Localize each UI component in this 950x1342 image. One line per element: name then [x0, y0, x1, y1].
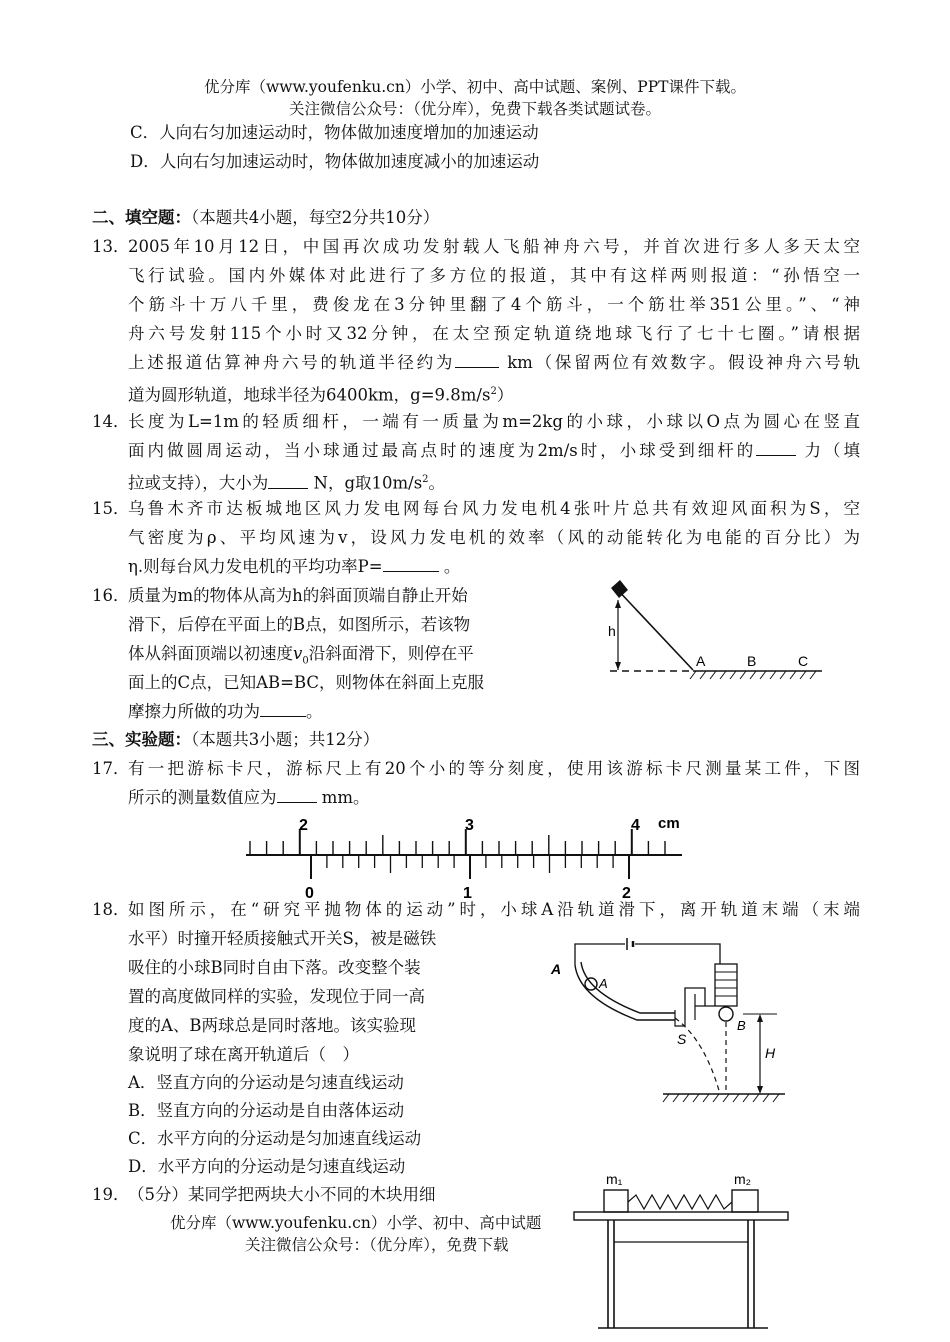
q15-line-3: [128, 552, 460, 581]
q16-line-1: 质量为m的物体从高为h的斜面顶端自静止开始: [128, 586, 468, 605]
q19-spring-blocks-figure: [568, 1168, 800, 1342]
switch-contact: [675, 1010, 685, 1026]
q15-line-3-b: 。: [443, 557, 461, 576]
fig19-label-m2: m₂: [734, 1171, 752, 1187]
q18-line-3: 吸住的小球B同时自由下落。改变整个装: [128, 958, 421, 977]
q17-line-2: [128, 783, 370, 812]
q13-line-4: 舟六号发射115个小时又32分钟，在太空预定轨道绕地球飞行了七十七圈。”请根据: [128, 324, 860, 343]
q16-line-2: 滑下，后停在平面上的B点，如图所示，若该物: [128, 615, 471, 634]
q15-power-blank[interactable]: [383, 555, 439, 572]
vernier-label-1: 1: [463, 885, 472, 902]
q18-projectile-apparatus-figure: [545, 930, 795, 1105]
q15-line-1: 乌鲁木齐市达板城地区风力发电网每台风力发电机4张叶片总共有效迎风面积为S，空: [128, 499, 860, 518]
q18-line-5: 度的A、B两球总是同时落地。该实验现: [128, 1016, 417, 1035]
q13-line-6-b: ）: [496, 385, 514, 405]
main-label-3: 3: [465, 817, 474, 834]
main-label-2: 2: [299, 817, 308, 834]
header-line-2: 关注微信公众号：（优分库），免费下载各类试题试卷。: [288, 100, 661, 118]
q19-line-1: （5分）某同学把两块大小不同的木块用细: [128, 1185, 436, 1204]
section-3-note: （本题共3小题；共12分）: [191, 730, 380, 749]
height-arrow-up: [615, 600, 621, 608]
circuit-wire-left: [575, 944, 625, 965]
ground-hatch: [690, 671, 816, 679]
q17-answer-blank[interactable]: [277, 786, 317, 803]
q13-line-6-a: 道为圆形轨道，地球半径为6400km，g=9.8m/s: [128, 385, 491, 405]
q16-line-5-a: 摩擦力所做的功为: [128, 702, 260, 721]
q13-line-5-a: 上述报道估算神舟六号的轨道半径约为: [128, 353, 456, 372]
q18-number: 18．: [92, 900, 130, 919]
fig16-label-h: h: [608, 623, 616, 639]
q15-number: 15．: [92, 499, 130, 518]
section-3-title: 三、实验题：: [92, 730, 191, 749]
option-d: D．人向右匀加速运动时，物体做加速度减小的加速运动: [130, 152, 540, 171]
q17-line-2-a: 所示的测量数值应为: [128, 788, 277, 807]
vernier-label-0: 0: [305, 885, 314, 902]
section-2-heading: [92, 203, 439, 232]
fig16-label-a: A: [696, 653, 706, 669]
q18-line-6: 象说明了球在离开轨道后（ ）: [128, 1045, 359, 1064]
q17-vernier-caliper-figure: [240, 812, 690, 904]
spring: [628, 1195, 732, 1209]
q13-line-2: 飞行试验。国内外媒体对此进行了多方位的报道，其中有这样两则报道：“孙悟空一: [128, 266, 860, 285]
q17-line-1: 有一把游标卡尺，游标尺上有20个小的等分刻度，使用该游标卡尺测量某工件，下图: [128, 759, 860, 778]
q16-line-5: [128, 697, 323, 726]
q18-option-b[interactable]: B．竖直方向的分运动是自由落体运动: [128, 1101, 405, 1120]
q14-line-2-a: 面内做圆周运动，当小球通过最高点时的速度为2m/s时，小球受到细杆的: [128, 441, 757, 460]
q19-number: 19．: [92, 1185, 130, 1204]
q14-number: 14．: [92, 412, 130, 431]
q16-line-4: 面上的C点，已知AB=BC，则物体在斜面上克服: [128, 673, 485, 692]
q14-line-3-c: 。: [428, 473, 446, 493]
ball-b: [719, 1007, 733, 1021]
height-arrow-down: [615, 662, 621, 670]
q14-line-3-b: N，g取10m/s: [313, 473, 423, 493]
q13-line-6: [128, 377, 513, 410]
incline-slope: [614, 586, 693, 670]
fig16-label-b: B: [747, 653, 757, 669]
q18-line-4: 置的高度做同样的实验，发现位于同一高: [128, 987, 425, 1006]
track-outer: [575, 965, 675, 1020]
fig18-label-a-ball: A: [599, 976, 608, 991]
vernier-label-2: 2: [622, 885, 631, 902]
floor-hatch: [663, 1094, 779, 1102]
q15-line-2: 气密度为ρ、平均风速为v，设风力发电机的效率（风的动能转化为电能的百分比）为: [128, 528, 860, 547]
q18-option-a[interactable]: A．竖直方向的分运动是匀速直线运动: [128, 1073, 404, 1092]
sliding-block: [611, 580, 628, 598]
header-line-1: 优分库（www.youfenku.cn）小学、初中、高中试题、案例、PPT课件下载。: [203, 78, 747, 96]
q18-option-c[interactable]: C．水平方向的分运动是匀加速直线运动: [128, 1129, 422, 1148]
main-label-4: 4: [631, 817, 640, 834]
q18-line-1: 如图所示，在“研究平抛物体的运动”时，小球A沿轨道滑下，离开轨道末端（末端: [128, 900, 860, 919]
main-scale: [250, 829, 665, 855]
q14-force-blank[interactable]: [756, 439, 796, 456]
fig18-label-a-outer: A: [551, 961, 562, 977]
vernier-scale: [311, 855, 629, 879]
fig18-label-h: H: [765, 1045, 776, 1061]
q14-line-2: [128, 436, 860, 465]
q18-line-2: 水平）时撞开轻质接触式开关S，被是磁铁: [128, 929, 437, 948]
h-arrow-down: [757, 1086, 763, 1094]
q14-magnitude-blank[interactable]: [268, 472, 308, 489]
q13-answer-blank[interactable]: [455, 351, 499, 368]
q16-line-3-b: 沿斜面滑下，则停在平: [308, 644, 474, 663]
q14-line-3-sup: 2: [422, 474, 429, 485]
q17-number: 17．: [92, 759, 130, 778]
footer-line-2: 关注微信公众号：（优分库），免费下载: [245, 1236, 509, 1254]
q16-v-sub: 0: [302, 655, 309, 667]
q13-line-6-sup: 2: [490, 386, 497, 397]
block-m1: [604, 1190, 628, 1212]
fig18-label-b: B: [737, 1018, 746, 1033]
q13-line-5: [128, 348, 860, 377]
option-c: C．人向右匀加速运动时，物体做加速度增加的加速运动: [130, 123, 539, 142]
fig18-label-s: S: [677, 1031, 687, 1047]
q16-line-3-a: 体从斜面顶端以初速度: [128, 644, 293, 663]
h-arrow-up: [757, 1014, 763, 1022]
fig19-label-m1: m₁: [606, 1171, 623, 1187]
section-2-title: 二、填空题：: [92, 208, 191, 227]
q16-v: v: [293, 644, 303, 663]
section-3-heading: [92, 725, 379, 754]
q14-line-2-b: 力（填: [804, 441, 861, 460]
q14-line-3-a: 拉或支持），大小为: [128, 473, 269, 493]
table-top: [574, 1212, 788, 1220]
q18-option-d[interactable]: D．水平方向的分运动是匀速直线运动: [128, 1157, 406, 1176]
q14-line-3: [128, 465, 445, 498]
q16-incline-figure: [600, 578, 830, 688]
footer-line-1: 优分库（www.youfenku.cn）小学、初中、高中试题: [170, 1214, 542, 1232]
q14-line-1: 长度为L=1m的轻质细杆，一端有一质量为m=2kg的小球，小球以O点为圆心在竖直: [128, 412, 860, 431]
projectile-path: [675, 1018, 720, 1094]
q17-line-2-b: mm。: [321, 788, 370, 807]
electromagnet: [715, 964, 737, 1006]
q16-line-5-b: 。: [306, 702, 323, 721]
q16-work-blank[interactable]: [260, 700, 306, 717]
q15-line-3-a: η.则每台风力发电机的平均功率P=: [128, 557, 383, 576]
q13-line-1: 2005年10月12日，中国再次成功发射载人飞船神舟六号，并首次进行多人多天太空: [128, 237, 860, 256]
q13-line-3: 个筋斗十万八千里，费俊龙在3分钟里翻了4个筋斗，一个筋壮举351公里。”、“神: [128, 295, 860, 314]
q13-line-5-b: km（保留两位有效数字。假设神舟六号轨: [507, 353, 861, 372]
fig16-label-c: C: [798, 653, 809, 669]
q13-number: 13．: [92, 237, 130, 256]
section-2-note: （本题共4小题，每空2分共10分）: [191, 208, 440, 227]
block-m2: [732, 1190, 758, 1212]
unit-label-cm: cm: [658, 815, 680, 832]
q16-number: 16．: [92, 586, 130, 605]
circuit-wire-right: [635, 944, 720, 964]
electromagnet-coil: [715, 972, 737, 996]
